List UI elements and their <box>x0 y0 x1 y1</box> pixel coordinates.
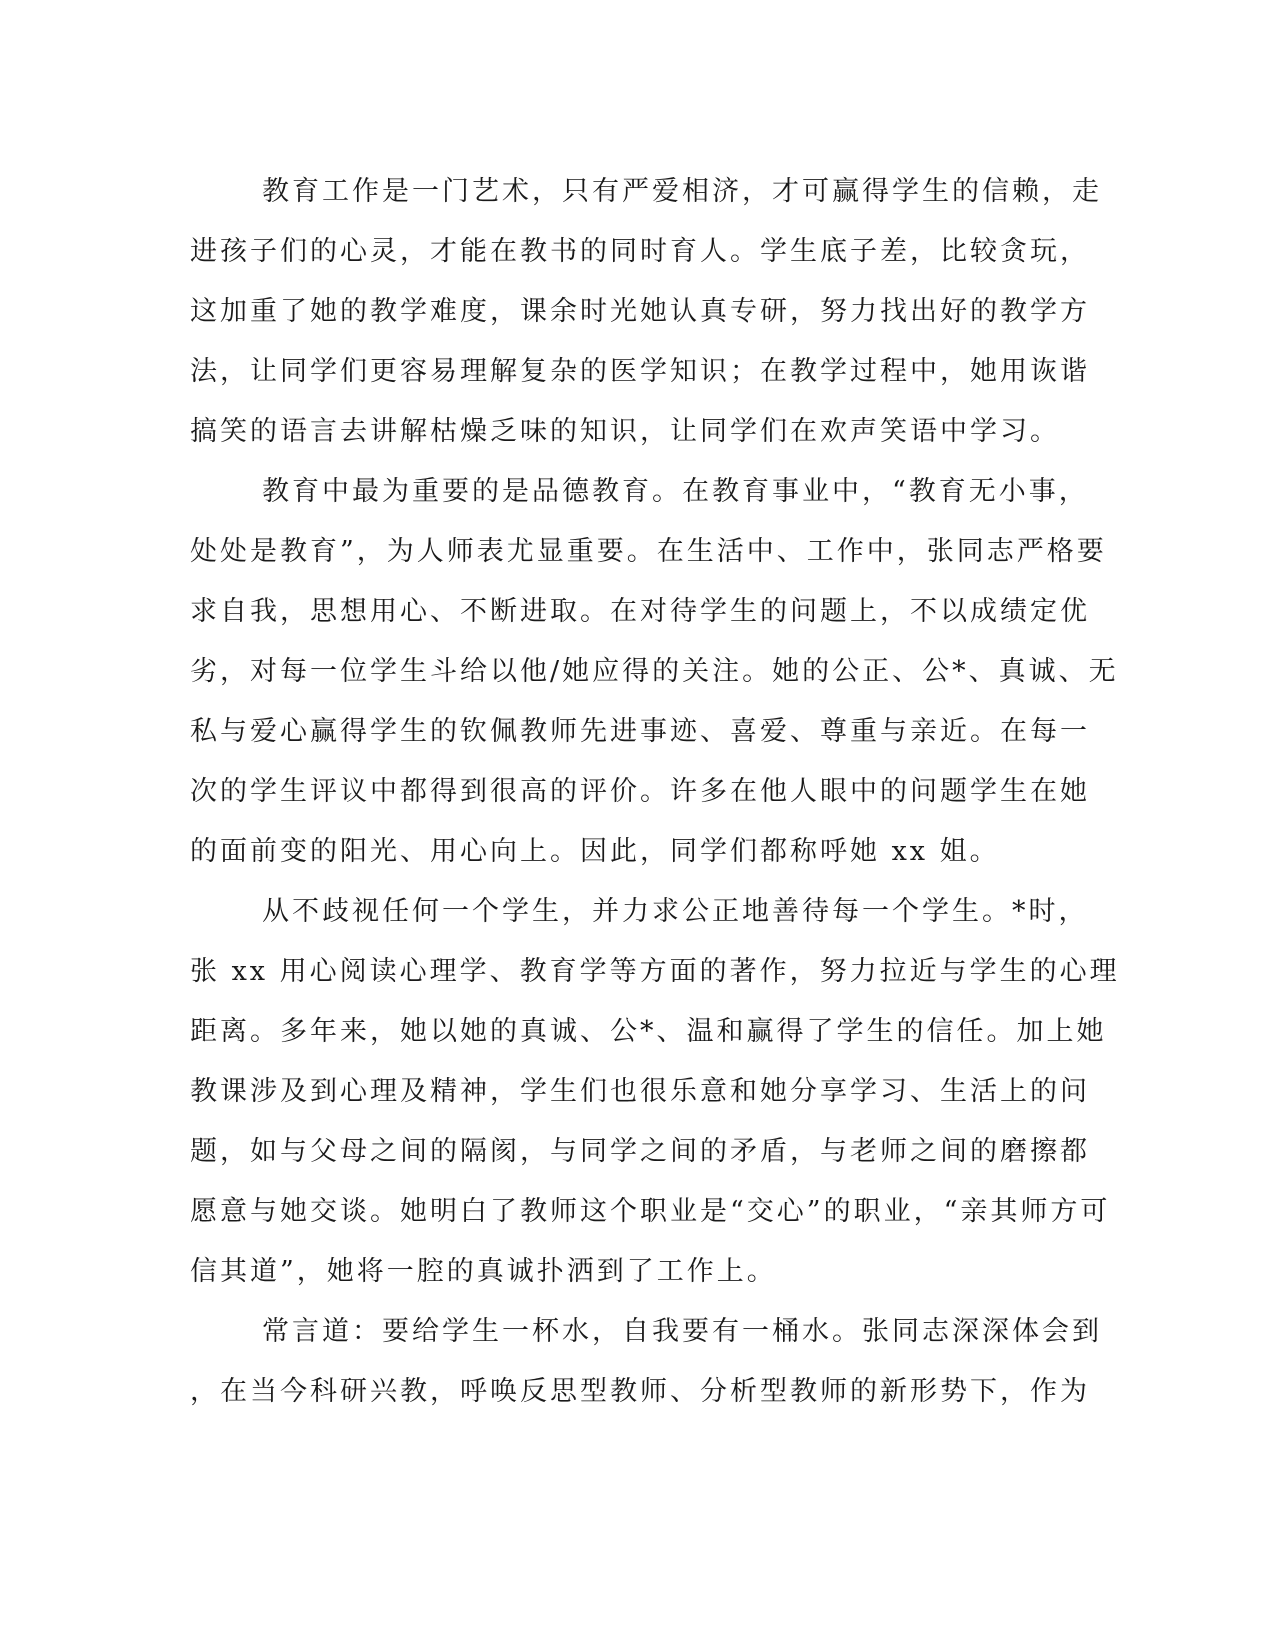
document-body <box>190 162 1120 1422</box>
paragraph-4 <box>190 1302 1102 1422</box>
text-line: 搞笑的语言去讲解枯燥乏味的知识，让同学们在欢声笑语中学习。 <box>190 416 1060 447</box>
text-line: 私与爱心赢得学生的钦佩教师先进事迹、喜爱、尊重与亲近。在每一 <box>190 716 1090 747</box>
text-line: 的面前变的阳光、用心向上。因此，同学们都称呼她 xx 姐。 <box>190 836 1000 867</box>
text-line: 处处是教育”，为人师表尤显重要。在生活中、工作中，张同志严格要 <box>190 536 1107 567</box>
text-line: 这加重了她的教学难度，课余时光她认真专研，努力找出好的教学方 <box>190 296 1090 327</box>
text-line: 求自我，思想用心、不断进取。在对待学生的问题上，不以成绩定优 <box>190 596 1090 627</box>
paragraph-2 <box>190 462 1119 882</box>
text-line: 法，让同学们更容易理解复杂的医学知识；在教学过程中，她用诙谐 <box>190 356 1090 387</box>
text-line: 距离。多年来，她以她的真诚、公*、温和赢得了学生的信任。加上她 <box>190 1016 1107 1047</box>
text-line: 张 xx 用心阅读心理学、教育学等方面的著作，努力拉近与学生的心理 <box>190 956 1120 987</box>
text-line: 题，如与父母之间的隔阂，与同学之间的矛盾，与老师之间的磨擦都 <box>190 1136 1090 1167</box>
text-line: 教育中最为重要的是品德教育。在教育事业中，“教育无小事， <box>262 476 1089 507</box>
text-line: 教育工作是一门艺术，只有严爱相济，才可赢得学生的信赖，走 <box>262 176 1102 207</box>
text-line: 从不歧视任何一个学生，并力求公正地善待每一个学生。*时， <box>262 896 1089 927</box>
text-line: 信其道”，她将一腔的真诚扑洒到了工作上。 <box>190 1256 777 1287</box>
text-line: 进孩子们的心灵，才能在教书的同时育人。学生底子差，比较贪玩， <box>190 236 1090 267</box>
text-line: 常言道：要给学生一杯水，自我要有一桶水。张同志深深体会到 <box>262 1316 1102 1347</box>
text-line: ，在当今科研兴教，呼唤反思型教师、分析型教师的新形势下，作为 <box>190 1376 1090 1407</box>
paragraph-1 <box>190 162 1102 462</box>
text-line: 劣，对每一位学生斗给以他/她应得的关注。她的公正、公*、真诚、无 <box>190 656 1119 687</box>
text-line: 教课涉及到心理及精神，学生们也很乐意和她分享学习、生活上的问 <box>190 1076 1090 1107</box>
paragraph-3 <box>190 882 1120 1302</box>
text-line: 次的学生评议中都得到很高的评价。许多在他人眼中的问题学生在她 <box>190 776 1090 807</box>
text-line: 愿意与她交谈。她明白了教师这个职业是“交心”的职业，“亲其师方可 <box>190 1196 1111 1227</box>
